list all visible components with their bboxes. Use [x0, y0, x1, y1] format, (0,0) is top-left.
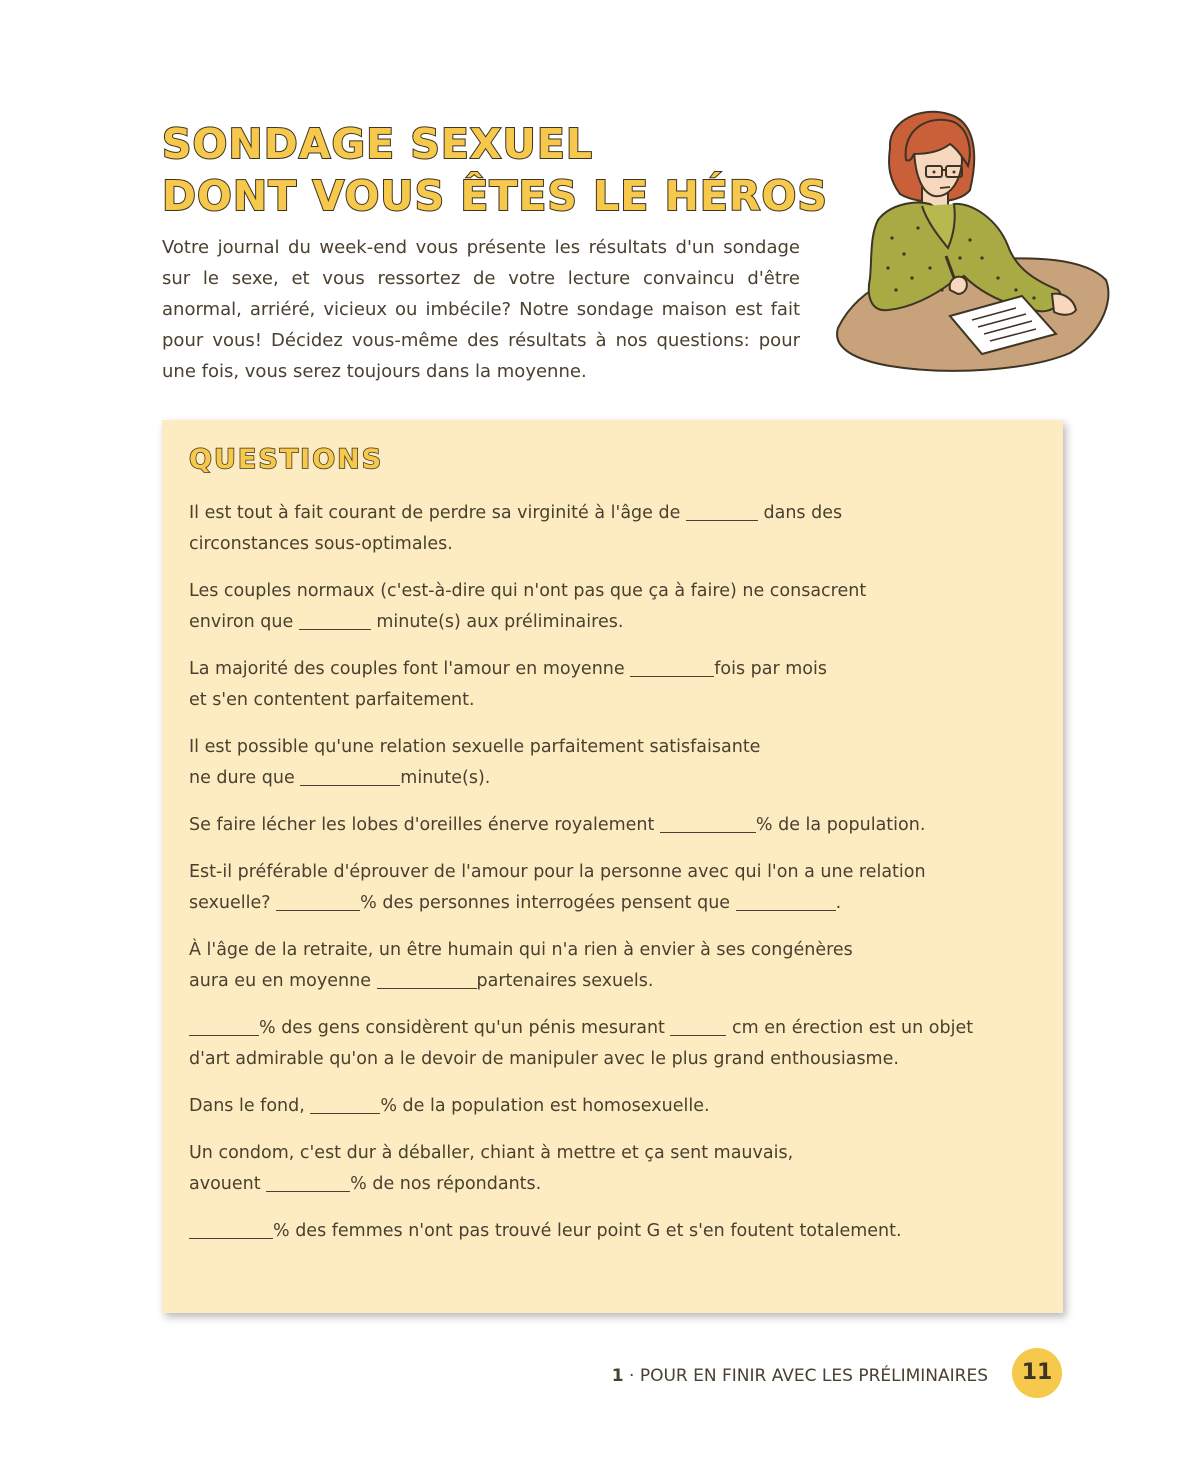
- question-2: [189, 576, 1039, 638]
- answer-blank[interactable]: [670, 1018, 726, 1037]
- question-text: minute(s).: [400, 768, 491, 788]
- question-text: dans des: [757, 503, 843, 523]
- answer-blank[interactable]: [299, 612, 371, 631]
- question-text: Il est possible qu'une relation sexuelle parfaitement satisfaisante: [189, 737, 761, 757]
- answer-blank[interactable]: [310, 1096, 380, 1115]
- page-number: 11: [1012, 1348, 1062, 1398]
- question-text: À l'âge de la retraite, un être humain qui n'a rien à envier à ses congénères: [189, 940, 853, 960]
- question-text: sexuelle?: [189, 893, 277, 913]
- intro-paragraph: Votre journal du week-end vous présente les résultats d'un sondage sur le sexe, et vous ressortez de votre lecture convaincu d'être anormal, arriéré, vicieux ou imbécile? Notre sondage maison est fait pour vous! Décidez vous-même des résultats à nos questions: pour une fois, vous serez toujours dans la moyenne.: [162, 237, 800, 382]
- question-text: La majorité des couples font l'amour en moyenne: [189, 659, 631, 679]
- question-text: partenaires sexuels.: [476, 971, 654, 991]
- title-line-1: SONDAGE SEXUEL: [162, 120, 593, 168]
- answer-blank[interactable]: [377, 971, 477, 990]
- question-text: Les couples normaux (c'est-à-dire qui n'ont pas que ça à faire) ne consacrent: [189, 581, 867, 601]
- chapter-title: POUR EN FINIR AVEC LES PRÉLIMINAIRES: [639, 1366, 988, 1386]
- chapter-number: 1: [611, 1366, 624, 1386]
- question-text: .: [835, 893, 842, 913]
- question-text: ne dure que: [189, 768, 301, 788]
- answer-blank[interactable]: [300, 768, 400, 787]
- answer-blank[interactable]: [686, 503, 758, 522]
- woman-writing-illustration: [830, 108, 1112, 380]
- question-text: d'art admirable qu'on a le devoir de manipuler avec le plus grand enthousiasme.: [189, 1049, 899, 1069]
- question-text: environ que: [189, 612, 299, 632]
- title-line-2: DONT VOUS ÊTES LE HÉROS: [162, 172, 828, 220]
- question-text: Est-il préférable d'éprouver de l'amour pour la personne avec qui l'on a une relation: [189, 862, 926, 882]
- question-text: Il est tout à fait courant de perdre sa virginité à l'âge de: [189, 503, 686, 523]
- question-text: avouent: [189, 1174, 267, 1194]
- answer-blank[interactable]: [630, 659, 714, 678]
- question-text: circonstances sous-optimales.: [189, 534, 453, 554]
- chapter-footer: [612, 1364, 988, 1388]
- question-6: [189, 857, 1039, 919]
- question-text: % de la population.: [755, 815, 926, 835]
- question-4: [189, 732, 1039, 794]
- question-5: [189, 810, 1039, 841]
- question-text: % de nos répondants.: [350, 1174, 542, 1194]
- question-text: % des personnes interrogées pensent que: [360, 893, 736, 913]
- questions-box: [162, 420, 1063, 1313]
- question-text: Se faire lécher les lobes d'oreilles énerve royalement: [189, 815, 660, 835]
- question-8: [189, 1013, 1039, 1075]
- question-text: % des gens considèrent qu'un pénis mesurant: [259, 1018, 671, 1038]
- answer-blank[interactable]: [266, 1174, 350, 1193]
- answer-blank[interactable]: [276, 893, 360, 912]
- question-text: Dans le fond,: [189, 1096, 311, 1116]
- question-text: Un condom, c'est dur à déballer, chiant à mettre et ça sent mauvais,: [189, 1143, 794, 1163]
- question-text: aura eu en moyenne: [189, 971, 377, 991]
- footer-separator: ·: [623, 1366, 640, 1386]
- question-9: [189, 1091, 1039, 1122]
- page-title: [162, 118, 828, 222]
- question-7: [189, 935, 1039, 997]
- question-10: [189, 1138, 1039, 1200]
- answer-blank[interactable]: [189, 1221, 273, 1240]
- question-1: [189, 498, 1039, 560]
- question-text: fois par mois: [714, 659, 827, 679]
- question-text: % des femmes n'ont pas trouvé leur point G et s'en foutent totalement.: [273, 1221, 902, 1241]
- question-text: et s'en contentent parfaitement.: [189, 690, 475, 710]
- answer-blank[interactable]: [189, 1018, 259, 1037]
- questions-list: [189, 498, 1039, 1263]
- question-3: [189, 654, 1039, 716]
- question-text: minute(s) aux préliminaires.: [370, 612, 624, 632]
- question-text: % de la population est homosexuelle.: [380, 1096, 710, 1116]
- answer-blank[interactable]: [660, 815, 756, 834]
- question-11: [189, 1216, 1039, 1247]
- question-text: cm en érection est un objet: [726, 1018, 974, 1038]
- questions-heading: QUESTIONS: [189, 444, 384, 475]
- answer-blank[interactable]: [736, 893, 836, 912]
